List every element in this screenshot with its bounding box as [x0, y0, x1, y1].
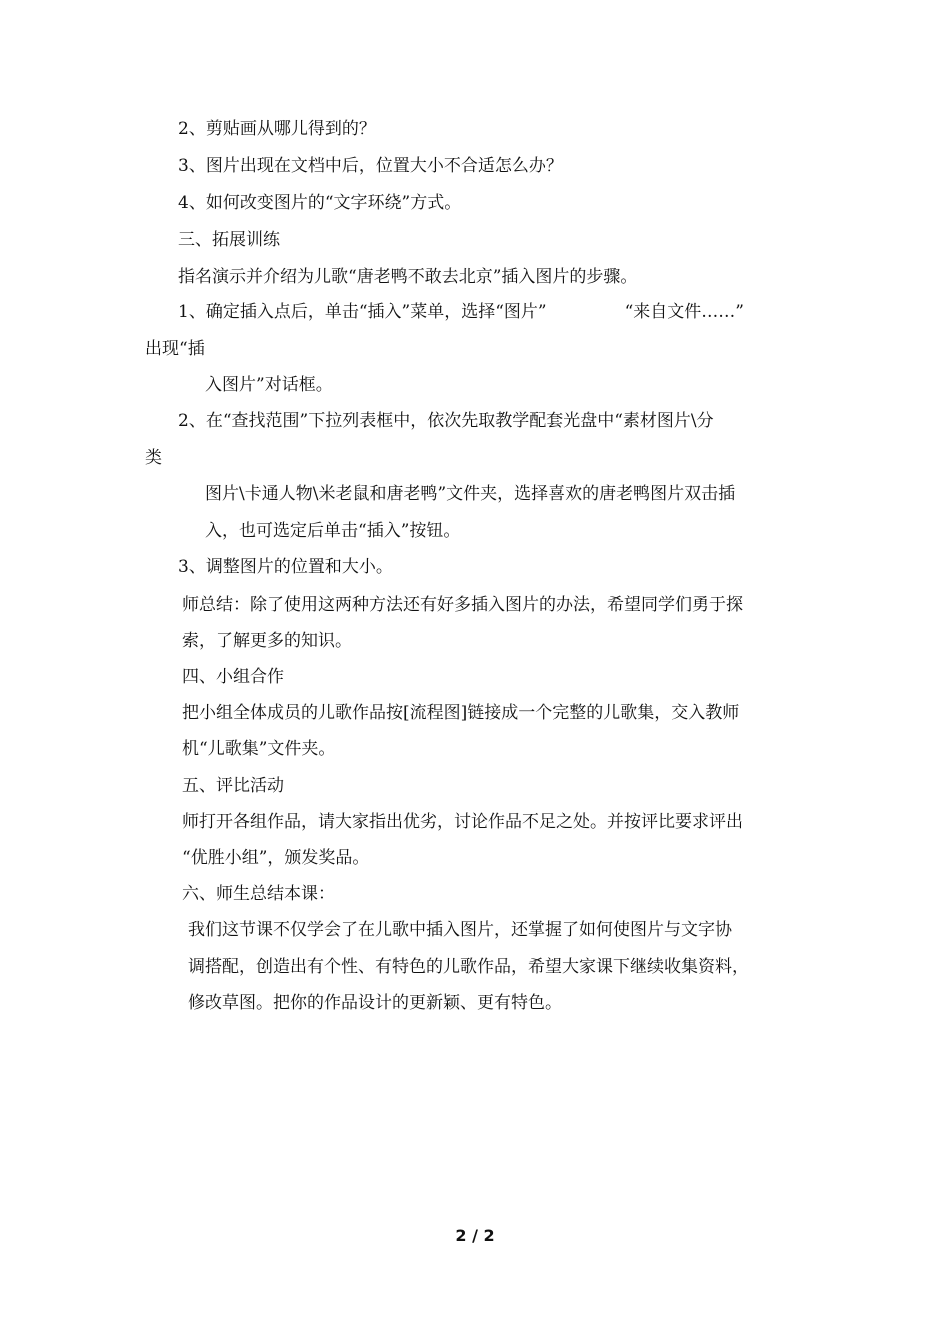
section-3-intro: 指名演示并介绍为儿歌“唐老鸭不敢去北京”插入图片的步骤。 — [178, 267, 638, 287]
question-3: 3、图片出现在文档中后，位置大小不合适怎么办？ — [178, 156, 563, 176]
section-4-line-2: 机“儿歌集”文件夹。 — [182, 739, 336, 759]
step-1-line-1 — [178, 301, 744, 323]
section-5-line-2: “优胜小组”，颁发奖品。 — [182, 848, 370, 868]
section-5-heading: 五、评比活动 — [182, 776, 284, 796]
step-1-text-b: “来自文件……” — [624, 302, 744, 322]
step-1-line-2: 出现“插 — [145, 339, 205, 359]
section-6-line-2: 调搭配，创造出有个性、有特色的儿歌作品，希望大家课下继续收集资料， — [188, 957, 749, 977]
step-2-line-1: 2、在“查找范围”下拉列表框中，依次先取教学配套光盘中“素材图片\分 — [178, 411, 714, 431]
section-5-line-1: 师打开各组作品，请大家指出优劣，讨论作品不足之处。并按评比要求评出 — [182, 812, 743, 832]
section-3-heading: 三、拓展训练 — [178, 230, 280, 250]
step-1-text-a: 1、确定插入点后，单击“插入”菜单，选择“图片” — [178, 302, 547, 322]
step-2-line-4: 入，也可选定后单击“插入”按钮。 — [205, 521, 461, 541]
section-4-line-1: 把小组全体成员的儿歌作品按[流程图]链接成一个完整的儿歌集，交入教师 — [182, 703, 740, 723]
question-2: 2、剪贴画从哪儿得到的？ — [178, 119, 376, 139]
summary-line-2: 索，了解更多的知识。 — [182, 631, 352, 651]
question-4: 4、如何改变图片的“文字环绕”方式。 — [178, 193, 462, 213]
section-6-heading: 六、师生总结本课： — [182, 884, 335, 904]
section-6-line-1: 我们这节课不仅学会了在儿歌中插入图片，还掌握了如何使图片与文字协 — [188, 920, 732, 940]
section-6-line-3: 修改草图。把你的作品设计的更新颖、更有特色。 — [188, 993, 562, 1013]
step-3: 3、调整图片的位置和大小。 — [178, 557, 393, 577]
step-2-line-2: 类 — [145, 448, 162, 468]
section-4-heading: 四、小组合作 — [182, 667, 284, 687]
step-2-line-3: 图片\卡通人物\米老鼠和唐老鸭”文件夹，选择喜欢的唐老鸭图片双击插 — [205, 484, 736, 504]
page-number: 2 / 2 — [455, 1226, 495, 1245]
summary-line-1: 师总结：除了使用这两种方法还有好多插入图片的办法，希望同学们勇于探 — [182, 595, 743, 615]
step-1-line-3: 入图片”对话框。 — [205, 375, 333, 395]
